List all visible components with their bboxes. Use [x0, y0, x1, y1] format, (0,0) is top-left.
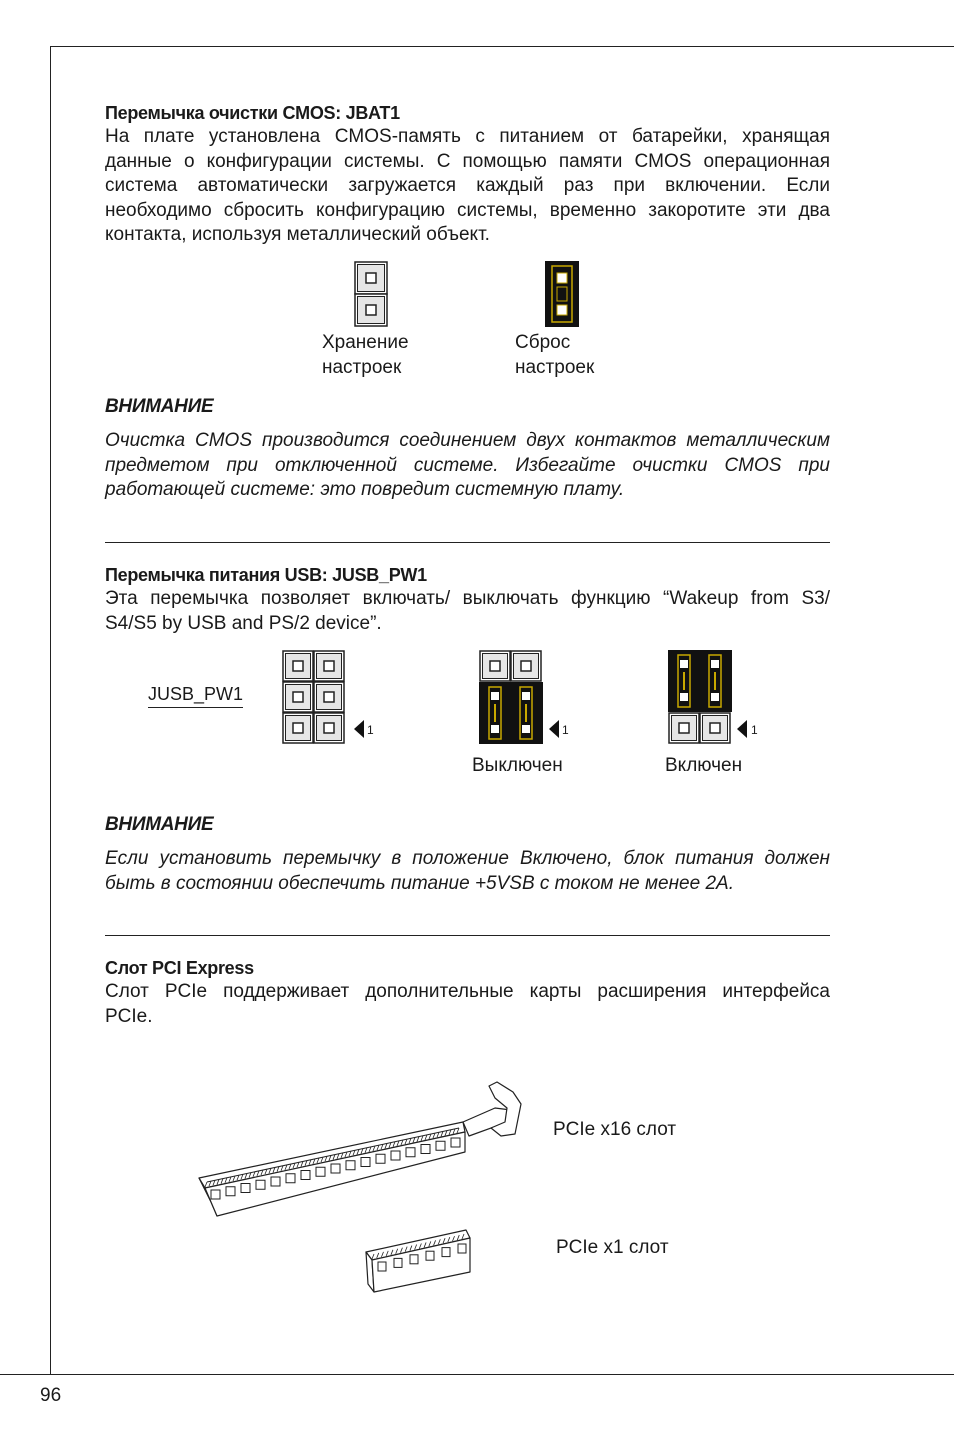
slot-tooth — [442, 1248, 450, 1257]
cmos-line: контакта, используя металлический объект. — [105, 224, 490, 245]
pin1-marker: 1 — [562, 723, 569, 737]
slot-tooth — [378, 1262, 386, 1271]
pcie-x1-label: PCIe x1 слот — [556, 1237, 669, 1258]
cmos-note-line: работающей системе: это повредит системную плату. — [105, 479, 625, 500]
slot-tooth — [226, 1187, 235, 1196]
slot-tooth — [241, 1184, 250, 1193]
usb-note-line: быть в состоянии обеспечить питание +5VSB с током не менее 2А. — [105, 872, 734, 894]
page-frame-left — [50, 46, 51, 1374]
clear-settings-label-line1: Сброс — [515, 332, 571, 353]
pin1-arrow-icon — [549, 720, 559, 738]
slot-tooth — [394, 1258, 402, 1267]
jusb-disabled-diagram — [479, 650, 543, 744]
usb-line: S4/S5 by USB and PS/2 device”. — [105, 612, 382, 634]
cmos-line: На плате установлена CMOS-память с питанием от батарейки, хранящая — [105, 126, 830, 147]
pin1-arrow-icon — [737, 720, 747, 738]
cmos-line: данные о конфигурации системы. С помощью памяти CMOS операционная — [105, 150, 830, 172]
slot-tooth — [211, 1190, 220, 1199]
jusb-pw1-label: JUSB_PW1 — [148, 684, 243, 708]
slot-tooth — [436, 1141, 445, 1150]
slot-tooth — [256, 1180, 265, 1189]
pcie-line: PCIe. — [105, 1005, 153, 1027]
cmos-note-title: ВНИМАНИЕ — [105, 396, 214, 417]
jusb-enabled-diagram — [668, 650, 732, 744]
cmos-note-line: Очистка CMOS производится соединением двух контактов металлическим — [105, 430, 830, 451]
cmos-note-line: предметом при отключенной системе. Избегайте очистки CMOS при — [105, 454, 830, 476]
usb-note-title: ВНИМАНИЕ — [105, 814, 214, 835]
jbat1-keep-diagram — [354, 261, 388, 327]
pin1-marker: 1 — [367, 723, 374, 737]
slot-tooth — [376, 1154, 385, 1163]
page-frame-bottom — [0, 1374, 954, 1375]
slot-tooth — [271, 1177, 280, 1186]
slot-tooth — [458, 1244, 466, 1253]
jbat1-clear-diagram — [545, 261, 579, 327]
clear-settings-label-line2: настроек — [515, 356, 595, 378]
pcie-x1-slot-illustration — [362, 1224, 474, 1296]
pcie-heading: Слот PCI Express — [105, 958, 254, 978]
slot-tooth — [426, 1251, 434, 1260]
pcie-x16-slot-illustration — [195, 1078, 535, 1218]
slot-tooth — [361, 1158, 370, 1167]
page-number: 96 — [40, 1385, 62, 1406]
usb-line: Эта перемычка позволяет включать/ выключать функцию “Wakeup from S3/ — [105, 588, 830, 609]
pcie-x16-label: PCIe x16 слот — [553, 1119, 677, 1140]
pcie-line: Слот PCIe поддерживает дополнительные карты расширения интерфейса — [105, 981, 830, 1002]
slot-tooth — [301, 1171, 310, 1180]
slot-tooth — [346, 1161, 355, 1170]
usb-heading: Перемычка питания USB: JUSB_PW1 — [105, 565, 427, 585]
slot-tooth — [286, 1174, 295, 1183]
pin1-marker: 1 — [751, 723, 758, 737]
slot-tooth — [391, 1151, 400, 1160]
cmos-line: необходимо сбросить конфигурацию системы, временно закоротите эти два — [105, 199, 830, 221]
cmos-heading: Перемычка очистки CMOS: JBAT1 — [105, 103, 400, 123]
keep-settings-label-line1: Хранение — [322, 332, 409, 353]
slot-tooth — [410, 1255, 418, 1264]
slot-tooth — [316, 1167, 325, 1176]
disabled-label: Выключен — [472, 755, 563, 776]
cmos-line: система автоматически загружается каждый раз при включении. Если — [105, 175, 830, 196]
jusb-pw1-pin-diagram — [282, 650, 346, 744]
slot-tooth — [331, 1164, 340, 1173]
pin1-arrow-icon — [354, 720, 364, 738]
usb-note-line: Если установить перемычку в положение Включено, блок питания должен — [105, 848, 830, 869]
section-divider — [105, 542, 830, 543]
slot-tooth — [421, 1145, 430, 1154]
keep-settings-label-line2: настроек — [322, 356, 402, 378]
section-divider — [105, 935, 830, 936]
page-frame-top — [50, 46, 954, 47]
slot-tooth — [451, 1138, 460, 1147]
enabled-label: Включен — [665, 755, 743, 776]
slot-tooth — [406, 1148, 415, 1157]
